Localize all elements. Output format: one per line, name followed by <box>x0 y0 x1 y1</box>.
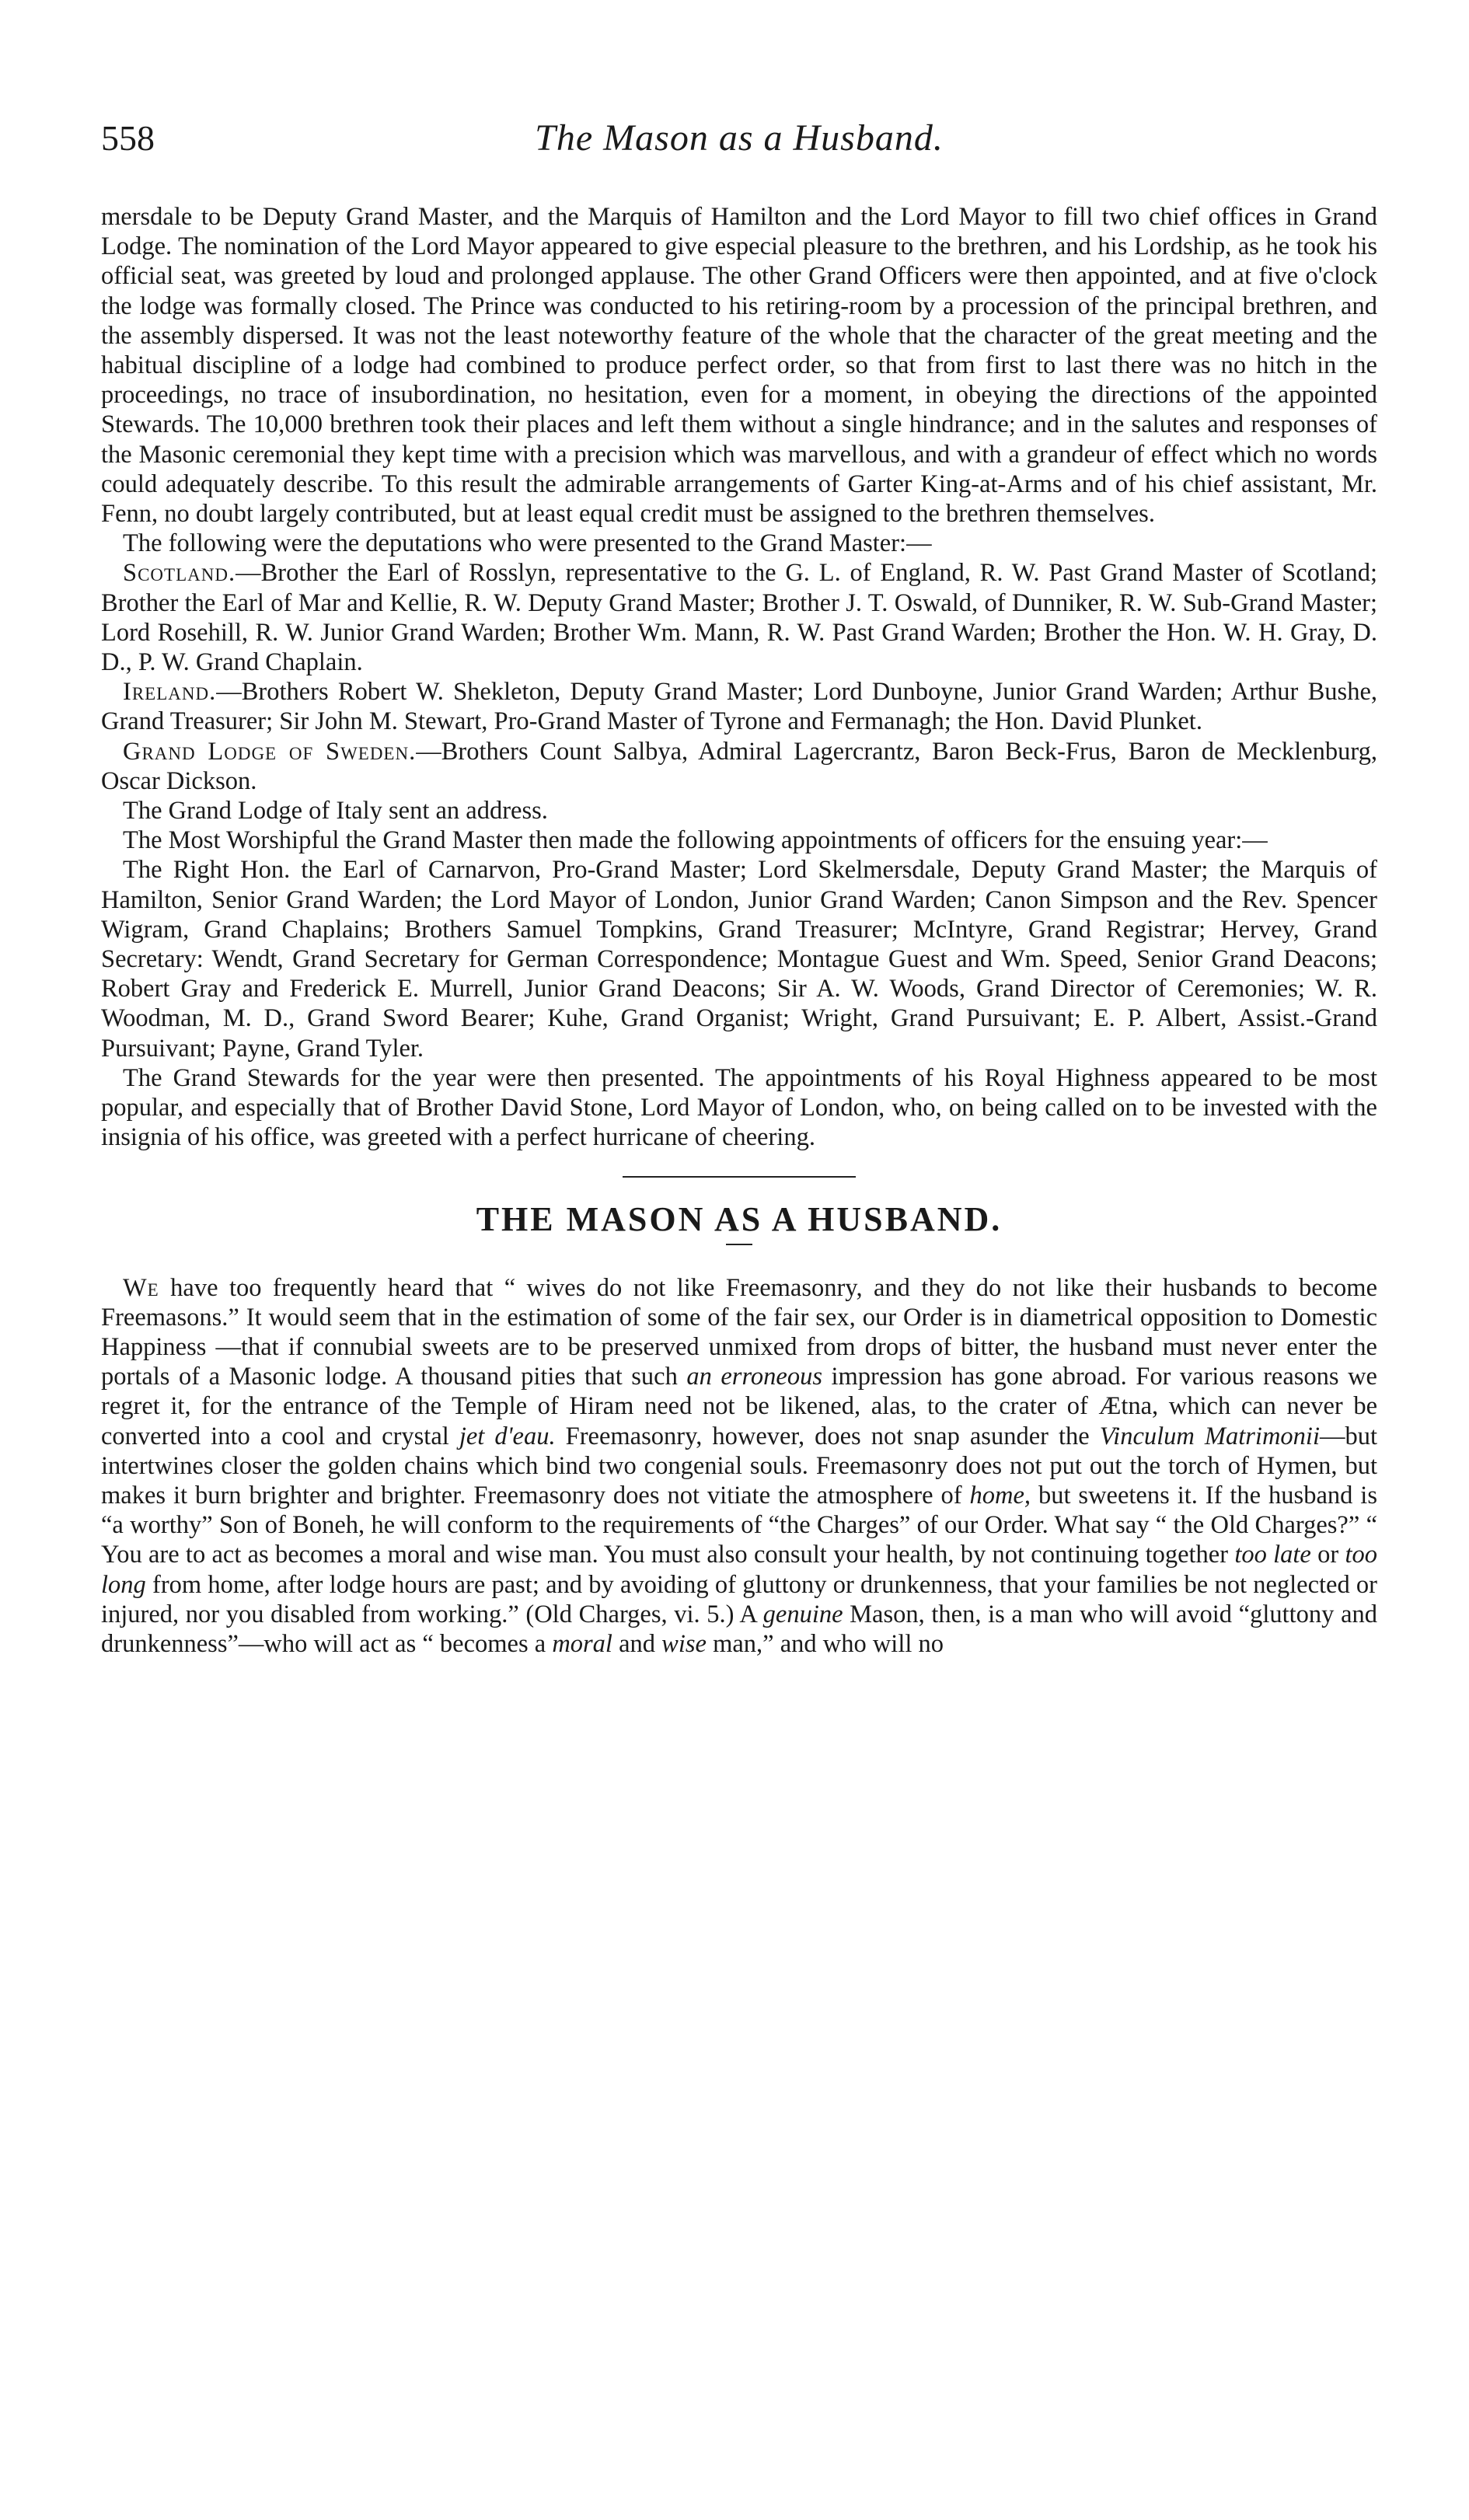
paragraph: mersdale to be Deputy Grand Master, and the Marquis of Hamilton and the Lord Mayor to fill two chief offices in Grand Lodge. The nomination of the Lord Mayor appeared to give especial pleasure to the brethren, and his Lordship, as he took his official seat, was greeted by loud and prolonged applause. The other Grand Officers were then appointed, and at five o'clock the lodge was formally closed. The Prince was conducted to his retiring-room by a procession of the principal brethren, and the assembly dispersed. It was not the least noteworthy feature of the whole that the character of the great meeting and the habitual discipline of a lodge had combined to produce perfect order, so that from first to last there was no hitch in the proceedings, no trace of insubordination, no hesitation, even for a moment, in obeying the directions of the appointed Stewards. The 10,000 brethren took their places and left them without a single hindrance; and in the salutes and responses of the Masonic ceremonial they kept time with a precision which was marvellous, and with a grandeur of effect which no words could adequately describe. To this result the admirable arrangements of Garter King-at-Arms and of his chief assistant, Mr. Fenn, no doubt largely contributed, but at least equal credit must be assigned to the brethren themselves. <box>101 203 1377 529</box>
text-segment: Freemasonry, however, does not snap asunder the <box>555 1422 1100 1450</box>
paragraph: The Grand Stewards for the year were then presented. The appointments of his Royal Highness appeared to be most popular, and especially that of Brother David Stone, Lord Mayor of London, who, on being called on to be invested with the insignia of his office, was greeted with a perfect hurricane of cheering. <box>101 1063 1377 1152</box>
page-number: 558 <box>101 118 155 158</box>
text-segment-italic: wise <box>661 1629 707 1658</box>
text-segment-italic: too late <box>1234 1541 1311 1569</box>
text-segment: impression has gone abroad. For various reasons we regret it, for the entrance of the Temple of Hiram need not be likened, alas, to the crater of Ætna, which can never be converted into a cool and crystal <box>101 1363 1377 1450</box>
deputation-heading: Scotland. <box>123 559 236 588</box>
text-segment: man,” and who will no <box>706 1629 944 1658</box>
text-segment: Mason, then, is a man who will avoid “gluttony and drunkenness”—who will act as “ becomes a <box>101 1600 1377 1658</box>
deputation-heading: Grand Lodge of Sweden. <box>123 737 417 766</box>
paragraph: The Most Worshipful the Grand Master then made the following appointments of officers for the ensuing year:— <box>123 826 1268 855</box>
deputation-sweden <box>101 737 1377 796</box>
running-head <box>101 117 1377 179</box>
text-segment: but sweetens it. If the husband is “a worthy” Son of Boneh, he will conform to the requirements of “the Charges” of our Order. What say “ the Old Charges?” “ You are to act as becomes a moral and wise man. You must also consult your health, by not continuing together <box>101 1481 1377 1569</box>
paragraph: The Grand Lodge of Italy sent an address. <box>123 797 548 825</box>
text-segment: —but intertwines closer the golden chains which bind two congenial souls. Freemasonry does not put out the torch of Hymen, but makes it burn brighter and brighter. Freemasonry does not vitiate the atmosphere of <box>101 1422 1378 1510</box>
deputation-text: —Brothers Robert W. Shekleton, Deputy Grand Master; Lord Dunboyne, Junior Grand Warden; Arthur Bushe, Grand Treasurer; Sir John M. Stewart, Pro-Grand Master of Tyrone and Fermanagh; the Hon. David Plunket. <box>101 678 1377 736</box>
text-segment-italic: jet d'eau. <box>459 1422 556 1450</box>
text-segment: have too frequently heard that “ wives do not like Freemasonry, and they do not like their husbands to become Freemasons.” It would seem that in the estimation of some of the fair sex, our Order is in diametrical opposition to Domestic Happiness —that if connubial sweets are to be preserved unmixed from drops of bitter, the husband must never enter the portals of a Masonic lodge. A thousand pities that such <box>101 1273 1377 1391</box>
paragraph: The Right Hon. the Earl of Carnarvon, Pro-Grand Master; Lord Skelmersdale, Deputy Grand Master; the Marquis of Hamilton, Senior Grand Warden; the Lord Mayor of London, Junior Grand Warden; Canon Simpson and the Rev. Spencer Wigram, Grand Chaplains; Brothers Samuel Tompkins, Grand Treasurer; McIntyre, Grand Registrar; Hervey, Grand Secretary: Wendt, Grand Secretary for German Correspondence; Montague Guest and Wm. Speed, Senior Grand Deacons; Robert Gray and Frederick E. Murrell, Junior Grand Deacons; Sir A. W. Woods, Grand Director of Ceremonies; W. R. Woodman, M. D., Grand Sword Bearer; Kuhe, Grand Organist; Wright, Grand Pursuivant; E. P. Albert, Assist.-Grand Pursuivant; Payne, Grand Tyler. <box>101 856 1377 1063</box>
paragraph: The following were the deputations who were presented to the Grand Master:— <box>123 529 932 558</box>
text-segment-italic: home, <box>969 1481 1031 1510</box>
text-segment-italic: moral <box>552 1629 612 1658</box>
text-segment-italic: an erroneous <box>686 1363 822 1391</box>
section-divider <box>623 1176 856 1178</box>
text-segment: or <box>1310 1541 1345 1569</box>
deputation-scotland <box>101 558 1377 677</box>
new-article <box>101 1273 1377 1660</box>
article-paragraph <box>101 1273 1377 1660</box>
deputation-text: —Brother the Earl of Rosslyn, representative to the G. L. of England, R. W. Past Grand Master of Scotland; Brother the Earl of Mar and Kellie, R. W. Deputy Grand Master; Brother J. T. Oswald, of Dunniker, R. W. Sub-Grand Master; Lord Rosehill, R. W. Junior Grand Warden; Brother Wm. Mann, R. W. Past Grand Warden; Brother the Hon. W. H. Gray, D. D., P. W. Grand Chaplain. <box>101 559 1377 677</box>
deputation-ireland <box>101 677 1377 736</box>
article-title: THE MASON AS A HUSBAND. <box>476 1199 1003 1238</box>
text-segment: from home, after lodge hours are past; and by avoiding of gluttony or drunkenness, that your families be not neglected or injured, nor you disabled from working.” (Old Charges, vi. 5.) A <box>101 1570 1377 1628</box>
text-segment-italic: Vinculum Matrimonii <box>1099 1422 1320 1450</box>
text-segment: and <box>612 1629 662 1658</box>
deputation-text: —Brothers Count Salbya, Admiral Lagercrantz, Baron Beck-Frus, Baron de Mecklenburg, Oscar Dickson. <box>101 737 1377 795</box>
text-segment-italic: genuine <box>762 1600 843 1628</box>
running-title: The Mason as a Husband. <box>535 117 944 159</box>
opening-word: We <box>123 1273 159 1302</box>
text-segment-italic: too long <box>101 1541 1377 1599</box>
deputation-heading: Ireland. <box>123 678 217 707</box>
title-rule <box>726 1244 752 1245</box>
continued-article <box>101 202 1377 1153</box>
